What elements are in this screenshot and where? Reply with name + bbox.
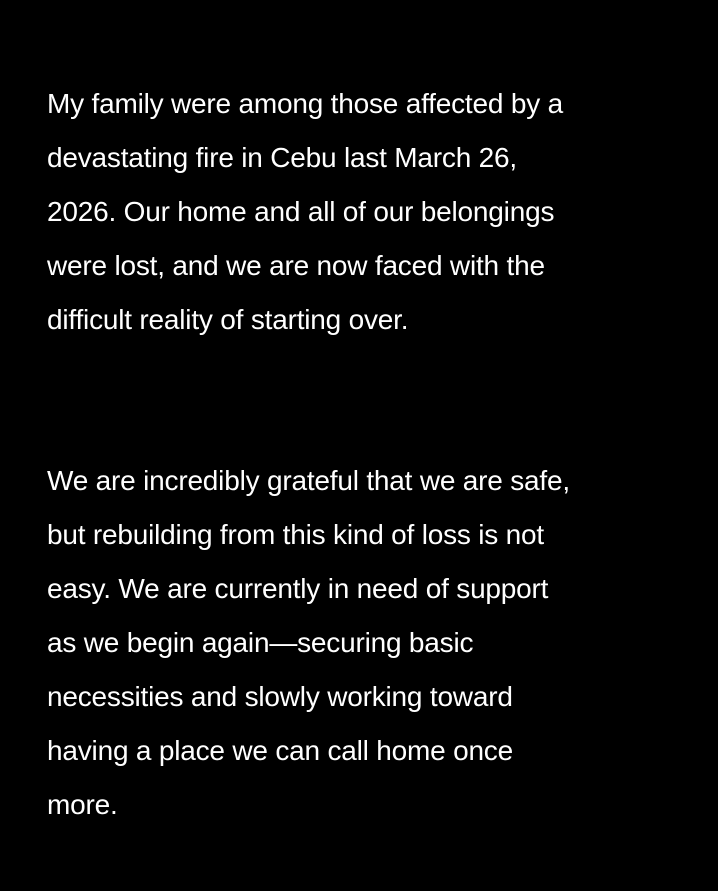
text-line: easy. We are currently in need of support (47, 573, 549, 604)
text-line: but rebuilding from this kind of loss is not (47, 519, 545, 550)
text-line: difficult reality of starting over. (47, 304, 409, 335)
text-line: My family were among those affected by a (47, 88, 563, 119)
text-line: We are incredibly grateful that we are safe, (47, 465, 570, 496)
text-line: necessities and slowly working toward (47, 681, 513, 712)
text-line: more. (47, 789, 118, 820)
text-line: having a place we can call home once (47, 735, 513, 766)
paragraph-support-request (47, 454, 687, 832)
paragraph-fire-story (47, 77, 687, 347)
text-line: as we begin again—securing basic (47, 627, 474, 658)
text-line: devastating fire in Cebu last March 26, (47, 142, 518, 173)
text-line: were lost, and we are now faced with the (47, 250, 545, 281)
text-line: 2026. Our home and all of our belongings (47, 196, 555, 227)
